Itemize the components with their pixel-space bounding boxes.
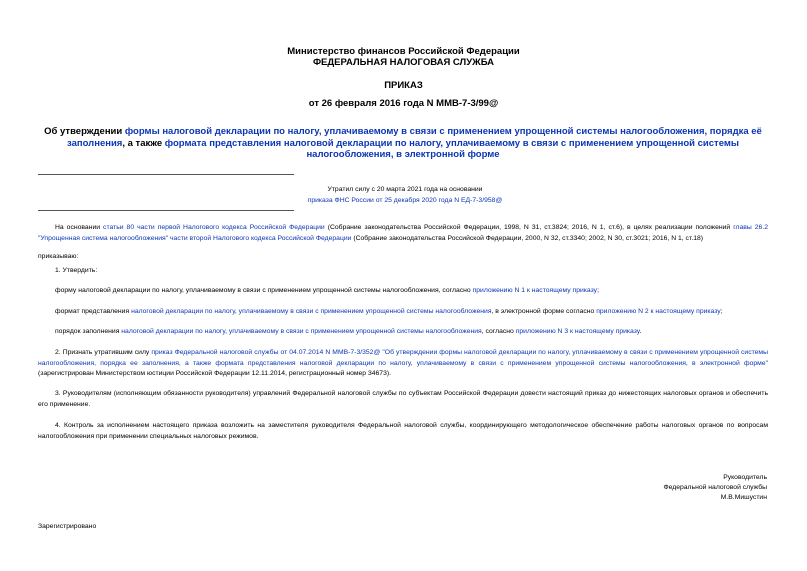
signature-title: Руководитель [723,474,767,481]
link-chapter-26-2[interactable]: главы 26.2 "Упрощенная система налогообложения" части второй Налогового кодекса Российской Федерации [38,224,769,242]
p1-text-2: (Собрание законодательства Российской Федерации, 1998, N 31, ст.3824; 2016, N 1, ст.6), в целях реализации положений [324,224,734,231]
link-appendix-2[interactable]: приложению N 2 к настоящему приказу [596,308,721,315]
repeal-note-link-line [240,195,570,206]
repeal-link[interactable]: приказа ФНС России от 25 декабря 2020 года N ЕД-7-3/958@ [307,197,503,204]
paragraph-item-2 [38,348,768,380]
paragraph-item-4: 4. Контроль за исполнением настоящего приказа возложить на заместителя руководителя Федеральной налоговой службы, координирующего методологическое обеспечение работы налоговых органов по вопросам налогообложения при применении специальных налоговых режимов. [38,422,768,440]
order-text-2: , согласно [481,328,516,335]
format-text-1: формат представления [55,308,132,315]
order-text-1: порядок заполнения [55,328,122,335]
title-link-form[interactable]: формы налоговой декларации по налогу, уплачиваемому в связи с применением упрощенной системы налогообложения, порядка её заполнения [66,126,762,149]
link-appendix-1[interactable]: приложению N 1 к настоящему приказу [472,287,598,294]
doc-type-heading: ПРИКАЗ [384,80,423,91]
link-appendix-3[interactable]: приложению N 3 к настоящему приказу [515,328,640,335]
p1-text-1: На основании [55,224,104,231]
ministry-heading: Министерство финансов Российской Федерации [287,46,520,57]
format-text-2: , в электронной форме согласно [491,308,597,315]
date-number-heading: от 26 февраля 2016 года N ММВ-7-3/99@ [308,98,499,109]
signature-organization: Федеральной налоговой службы [663,484,767,491]
link-declaration-format[interactable]: налоговой декларации по налогу, уплачиваемому в связи с применением упрощенной системы налогообложения [131,308,492,315]
repeal-note: Утратил силу с 20 марта 2021 года на основании [327,186,483,193]
title-text-2: , а также [122,137,165,149]
registered-note: Зарегистрировано [38,523,97,530]
paragraph-approve-format [38,307,768,318]
link-declaration-order[interactable]: налоговой декларации по налогу, уплачиваемому в связи с применением упрощенной системы налогообложения [121,328,482,335]
service-heading: ФЕДЕРАЛЬНАЯ НАЛОГОВАЯ СЛУЖБА [312,57,495,68]
form-text-2: ; [597,287,599,294]
paragraph-item-1: 1. Утвердить: [55,267,98,274]
signature-name: М.В.Мишустин [720,494,767,501]
order-text-3: . [639,328,642,335]
paragraph-order-word: приказываю: [38,253,79,260]
paragraph-item-3: 3. Руководителям (исполняющим обязанности руководителя) управлений Федеральной налоговой службы по субъектам Российской Федерации довести настоящий приказ до нижестоящих налоговых органов и обеспечить его применение. [38,390,768,408]
format-text-3: ; [720,308,723,315]
item2-text-2: (зарегистрирован Министерством юстиции Российской Федерации 12.11.2014, регистрационный номер 34673). [38,370,392,377]
paragraph-basis [38,223,768,244]
title-link-format[interactable]: формата представления налоговой декларации по налогу, уплачиваемому в связи с применением упрощенной системы налогообложения, в электронной форме [164,137,740,160]
link-repealed-order[interactable]: приказ Федеральной налоговой службы от 04.07.2014 N ММВ-7-3/352@ "Об утверждении формы налоговой декларации по налогу, уплачиваемому в связи с применением упрощенной системы налогообложения, порядка ее заполнения, а также формата представления налоговой декларации по налогу, уплачиваемому в связи с применением упрощенной системы налогообложения, в электронной форме" [38,349,768,367]
paragraph-approve-form [38,286,768,297]
item2-text-1: 2. Признать утратившим силу [55,349,152,356]
paragraph-approve-order [38,327,768,338]
divider-bottom [38,210,294,211]
p1-text-3: (Собрание законодательства Российской Федерации, 2000, N 32, ст.3340; 2002, N 30, ст.3021; 2016, N 1, ст.18) [351,234,704,242]
document-title [38,126,768,161]
divider-top [38,174,294,175]
link-article-80[interactable]: статьи 80 части первой Налогового кодекса Российской Федерации [103,224,325,231]
title-text-1: Об утверждении [44,126,125,137]
form-text-1: форму налоговой декларации по налогу, уплачиваемому в связи с применением упрощенной системы налогообложения, согласно [55,287,473,294]
